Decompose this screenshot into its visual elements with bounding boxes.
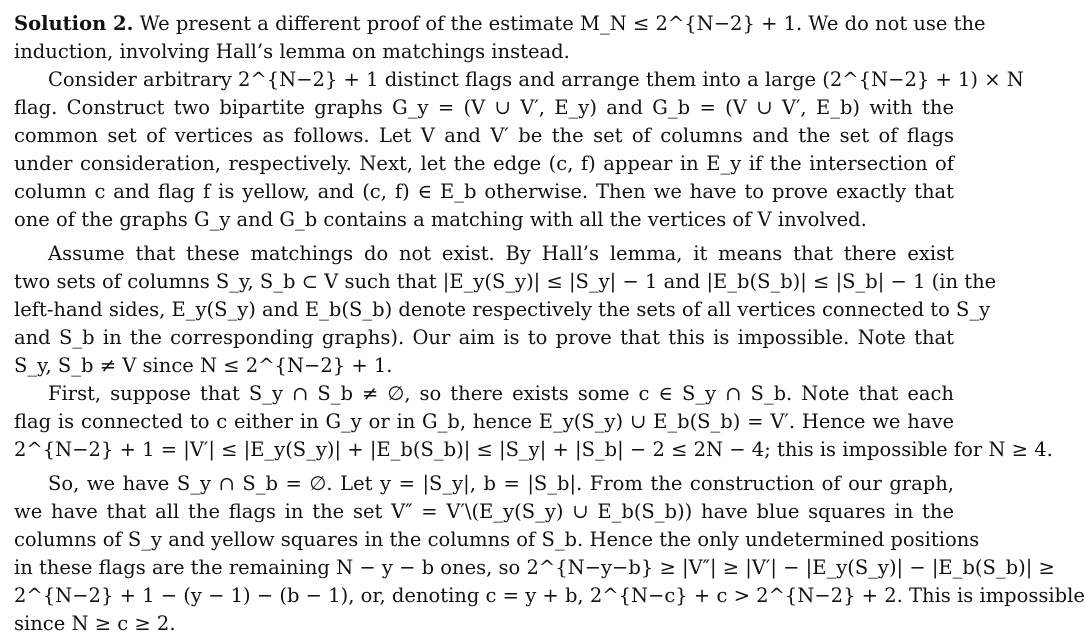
solution-label: Solution 2. bbox=[14, 12, 134, 35]
text-line-15: flag is connected to c either in G_y or in G_b, hence E_y(S_y) ∪ E_b(S_b) = V′. Hence we have bbox=[14, 410, 954, 433]
text-line-14: First, suppose that S_y ∩ S_b ≠ ∅, so there exists some c ∈ S_y ∩ S_b. Note that each bbox=[48, 382, 954, 405]
text-line-19: columns of S_y and yellow squares in the columns of S_b. Hence the only undetermined positions bbox=[14, 528, 980, 551]
text-line-20: in these flags are the remaining N − y − b ones, so 2^{N−y−b} ≥ |V″| ≥ |V′| − |E_y(S_y)| − |E_b(S_b)| ≥ bbox=[14, 556, 1055, 579]
text-line-8: one of the graphs G_y and G_b contains a matching with all the vertices of V involved. bbox=[14, 208, 867, 231]
text-line-5: common set of vertices as follows. Let V and V′ be the set of columns and the set of flags bbox=[14, 124, 954, 147]
text-line-13: S_y, S_b ≠ V since N ≤ 2^{N−2} + 1. bbox=[14, 354, 393, 377]
text-line-12: and S_b in the corresponding graphs). Our aim is to prove that this is impossible. Note that bbox=[14, 326, 954, 349]
text-line-21: 2^{N−2} + 1 − (y − 1) − (b − 1), or, denoting c = y + b, 2^{N−c} + c > 2^{N−2} + 2. This is impossible bbox=[14, 584, 1085, 607]
text-line-11: left-hand sides, E_y(S_y) and E_b(S_b) denote respectively the sets of all vertices connected to S_y bbox=[14, 298, 991, 321]
text-line-10: two sets of columns S_y, S_b ⊂ V such that |E_y(S_y)| ≤ |S_y| − 1 and |E_b(S_b)| ≤ |S_b| − 1 (in the bbox=[14, 270, 997, 293]
text-line-1 bbox=[14, 10, 986, 38]
text-line-7: column c and flag f is yellow, and (c, f) ∈ E_b otherwise. Then we have to prove exactly that bbox=[14, 180, 954, 203]
text-line-16: 2^{N−2} + 1 = |V′| ≤ |E_y(S_y)| + |E_b(S_b)| ≤ |S_y| + |S_b| − 2 ≤ 2N − 4; this is impossible for N ≥ 4. bbox=[14, 438, 1053, 461]
text-line-4: flag. Construct two bipartite graphs G_y = (V ∪ V′, E_y) and G_b = (V ∪ V′, E_b) with the bbox=[14, 96, 954, 119]
text-line-17: So, we have S_y ∩ S_b = ∅. Let y = |S_y|, b = |S_b|. From the construction of our graph, bbox=[48, 472, 954, 495]
text-line-3: Consider arbitrary 2^{N−2} + 1 distinct flags and arrange them into a large (2^{N−2} + 1) × N bbox=[48, 68, 1024, 91]
text-line-22: since N ≥ c ≥ 2. bbox=[14, 612, 176, 635]
text-line-6: under consideration, respectively. Next, let the edge (c, f) appear in E_y if the intersection of bbox=[14, 152, 954, 175]
text-line-18: we have that all the flags in the set V″ = V′\(E_y(S_y) ∪ E_b(S_b)) have blue squares in the bbox=[14, 500, 954, 523]
line-text: We present a different proof of the estimate M_N ≤ 2^{N−2} + 1. We do not use the bbox=[139, 12, 986, 35]
text-line-2: induction, involving Hall’s lemma on matchings instead. bbox=[14, 40, 570, 63]
text-line-9: Assume that these matchings do not exist. By Hall’s lemma, it means that there exist bbox=[48, 242, 954, 265]
